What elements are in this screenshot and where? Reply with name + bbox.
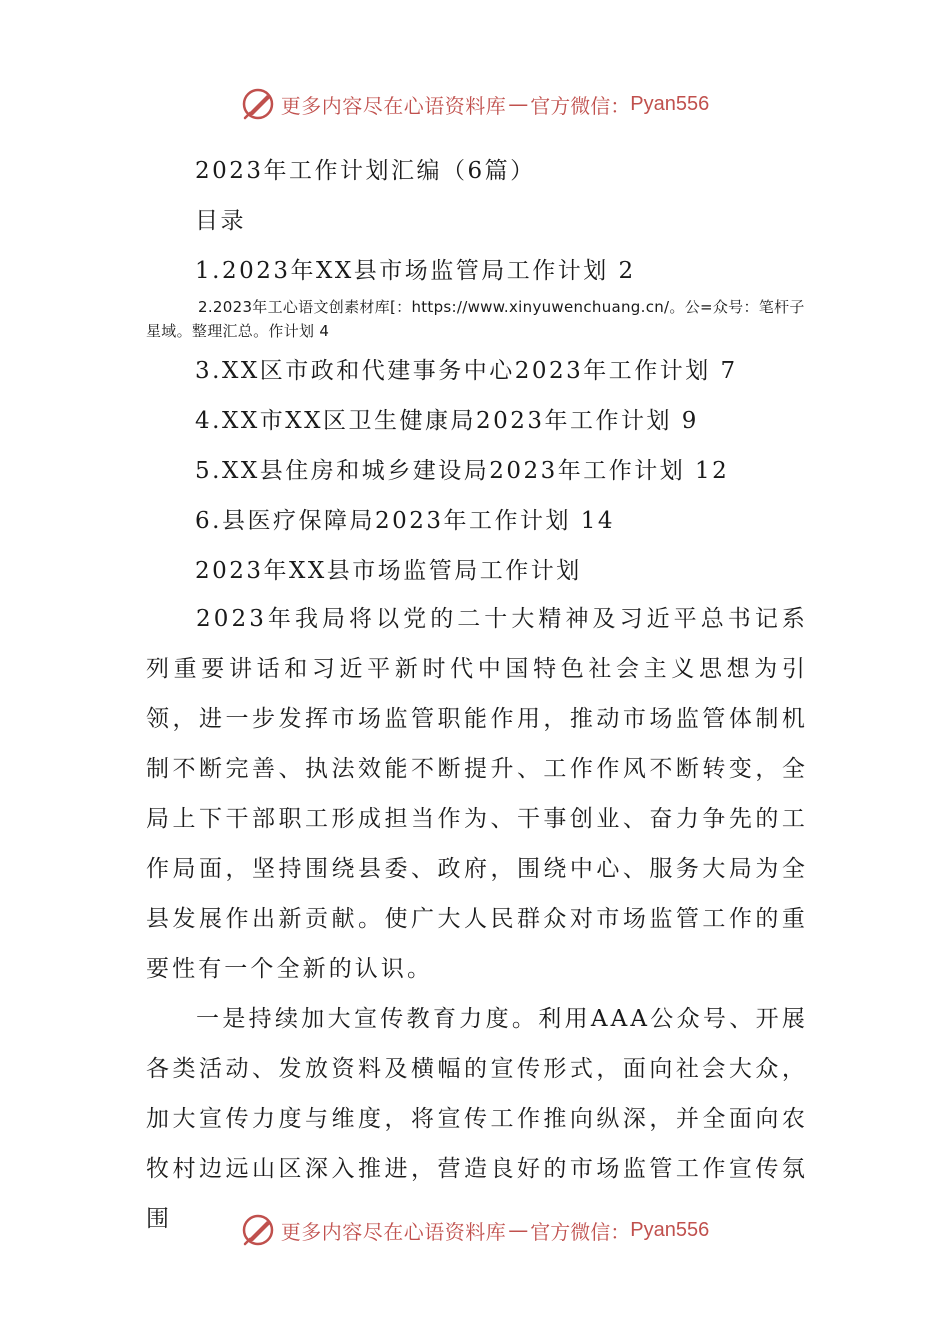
- watermark-wechat-label: 官方微信：: [530, 93, 631, 118]
- footer-watermark: [0, 1210, 950, 1250]
- toc-item-4: 4.XX市XX区卫生健康局2023年工作计划 9: [195, 408, 699, 434]
- watermark-brand: 更多内容尽在心语资料库: [280, 1219, 507, 1244]
- watermark-wechat-id: Pyan556: [630, 92, 710, 115]
- body-paragraph-2: 一是持续加大宣传教育力度。利用AAA公众号、开展各类活动、发放资料及横幅的宣传形式，面向社会大众，加大宣传力度与维度，将宣传工作推向纵深，并全面向农牧村边远山区深入推进，营造良好的市场监管工作宣传氛围: [146, 1006, 808, 1232]
- toc-heading: 目录: [195, 208, 246, 234]
- watermark-wechat-label: 官方微信：: [530, 1219, 631, 1244]
- section-title: 2023年XX县市场监管局工作计划: [195, 558, 582, 584]
- header-watermark: [0, 84, 950, 124]
- watermark-dash: —: [508, 92, 529, 116]
- watermark-wechat-id: Pyan556: [630, 1218, 710, 1241]
- quill-pen-logo-icon: [241, 1213, 275, 1247]
- quill-pen-logo-icon: [241, 87, 275, 121]
- toc-item-6: 6.县医疗保障局2023年工作计划 14: [195, 508, 616, 534]
- body-paragraph-1: 2023年我局将以党的二十大精神及习近平总书记系列重要讲话和习近平新时代中国特色社会主义思想为引领，进一步发挥市场监管职能作用，推动市场监管体制机制不断完善、执法效能不断提升、工作作风不断转变，全局上下干部职工形成担当作为、干事创业、奋力争先的工作局面，坚持围绕县委、政府，围绕中心、服务大局为全县发展作出新贡献。使广大人民群众对市场监管工作的重要性有一个全新的认识。: [146, 606, 808, 982]
- toc-item-1: 1.2023年XX县市场监管局工作计划 2: [195, 258, 636, 284]
- toc-item-2: 2.2023年工心语文创素材库[：https://www.xinyuwenchuang.cn/。公=众号：笔杆子星域。整理汇总。作计划 4: [146, 298, 805, 340]
- toc-item-3: 3.XX区市政和代建事务中心2023年工作计划 7: [195, 358, 738, 384]
- watermark-brand: 更多内容尽在心语资料库: [280, 93, 507, 118]
- document-title: 2023年工作计划汇编（6篇）: [195, 158, 536, 184]
- watermark-dash: —: [508, 1218, 529, 1242]
- toc-item-5: 5.XX县住房和城乡建设局2023年工作计划 12: [195, 458, 730, 484]
